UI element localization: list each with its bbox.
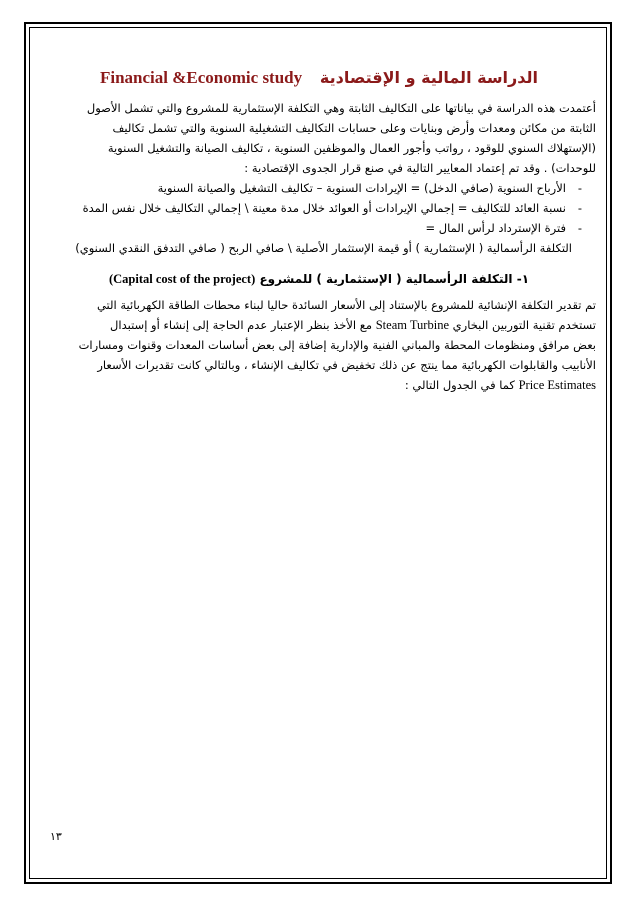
criteria-text: فترة الإسترداد لرأس المال = xyxy=(425,221,566,235)
title-arabic: الدراسة المالية و الإقتصادية xyxy=(319,68,538,87)
section-line-part: مع الأخذ بنظر الإعتبار عدم الحاجة إلى إنشاء أو إستبدال xyxy=(110,318,373,332)
criteria-item: - نسبة العائد للتكاليف = إجمالي الإيرادات أو العوائد خلال مدة معينة \ إجمالي التكاليف خلال نفس المدة xyxy=(82,201,582,215)
criteria-text: نسبة العائد للتكاليف = إجمالي الإيرادات أو العوائد خلال مدة معينة \ إجمالي التكاليف خلال نفس المدة xyxy=(82,201,566,215)
intro-line: أعتمدت هذه الدراسة في بياناتها على التكاليف الثابتة وهي التكلفة الإستثمارية للمشروع والتي تشمل الأصول xyxy=(86,101,596,115)
section-line: بعض مرافق ومنظومات المحطة والمباني الفنية والإدارية إضافة إلى بعض أساسات المعدات وقنوات ومسارات xyxy=(78,338,596,352)
criteria-text: الأرباح السنوية (صافي الدخل) = الإيرادات السنوية – تكاليف التشغيل والصيانة السنوية xyxy=(157,181,566,195)
steam-turbine-term: Steam Turbine xyxy=(375,318,449,332)
section-line-part: تستخدم تقنية التوربين البخاري xyxy=(452,318,596,332)
intro-line: للوحدات) . وقد تم إعتماد المعايير التالية في صنع قرار الجدوى الإقتصادية : xyxy=(244,161,596,175)
section-line xyxy=(42,315,596,335)
criteria-continuation xyxy=(42,238,596,258)
criteria-list xyxy=(42,178,596,258)
section-body xyxy=(42,295,596,395)
section-title-english: (Capital cost of the project) xyxy=(108,272,256,286)
section-line: الأنابيب والقابلوات الكهربائية مما ينتج عن ذلك تخفيض في تكاليف الإنشاء ، وبالتالي كانت تقديرات الأسعار xyxy=(97,358,596,372)
section-line-part: كما في الجدول التالي : xyxy=(404,378,515,392)
document-content xyxy=(42,58,596,395)
criteria-item: - فترة الإسترداد لرأس المال = xyxy=(425,221,582,235)
intro-paragraph xyxy=(42,98,596,178)
intro-line: (الإستهلاك السنوي للوقود ، رواتب وأجور العمال والموظفين السنوية ، تكاليف الصيانة والتشغيل السنوية xyxy=(107,141,596,155)
section-line: تم تقدير التكلفة الإنشائية للمشروع بالإستناد إلى الأسعار السائدة حاليا لبناء محطات الطاقة الكهربائية التي xyxy=(96,298,596,312)
intro-line: الثابتة من مكائن ومعدات وأرض وبنايات وعلى حسابات التكاليف التشغيلية السنوية والتي تشمل تكاليف xyxy=(112,121,596,135)
section-line xyxy=(42,375,596,395)
section-number: ١- xyxy=(516,272,530,286)
criteria-item: - الأرباح السنوية (صافي الدخل) = الإيرادات السنوية – تكاليف التشغيل والصيانة السنوية xyxy=(157,181,582,195)
section-heading xyxy=(42,272,596,287)
document-title xyxy=(42,68,596,88)
section-title-arabic: التكلفة الرأسمالية ( الإستثمارية ) للمشروع xyxy=(259,272,513,286)
price-estimates-term: Price Estimates xyxy=(518,378,596,392)
page-number: ١٣ xyxy=(50,830,62,843)
criteria-continuation-text: التكلفة الرأسمالية ( الإستثمارية ) أو قيمة الإستثمار الأصلية \ صافي الربح ( صافي التدفق النقدي السنوي) xyxy=(75,241,572,255)
title-english: Financial &Economic study xyxy=(100,68,303,87)
